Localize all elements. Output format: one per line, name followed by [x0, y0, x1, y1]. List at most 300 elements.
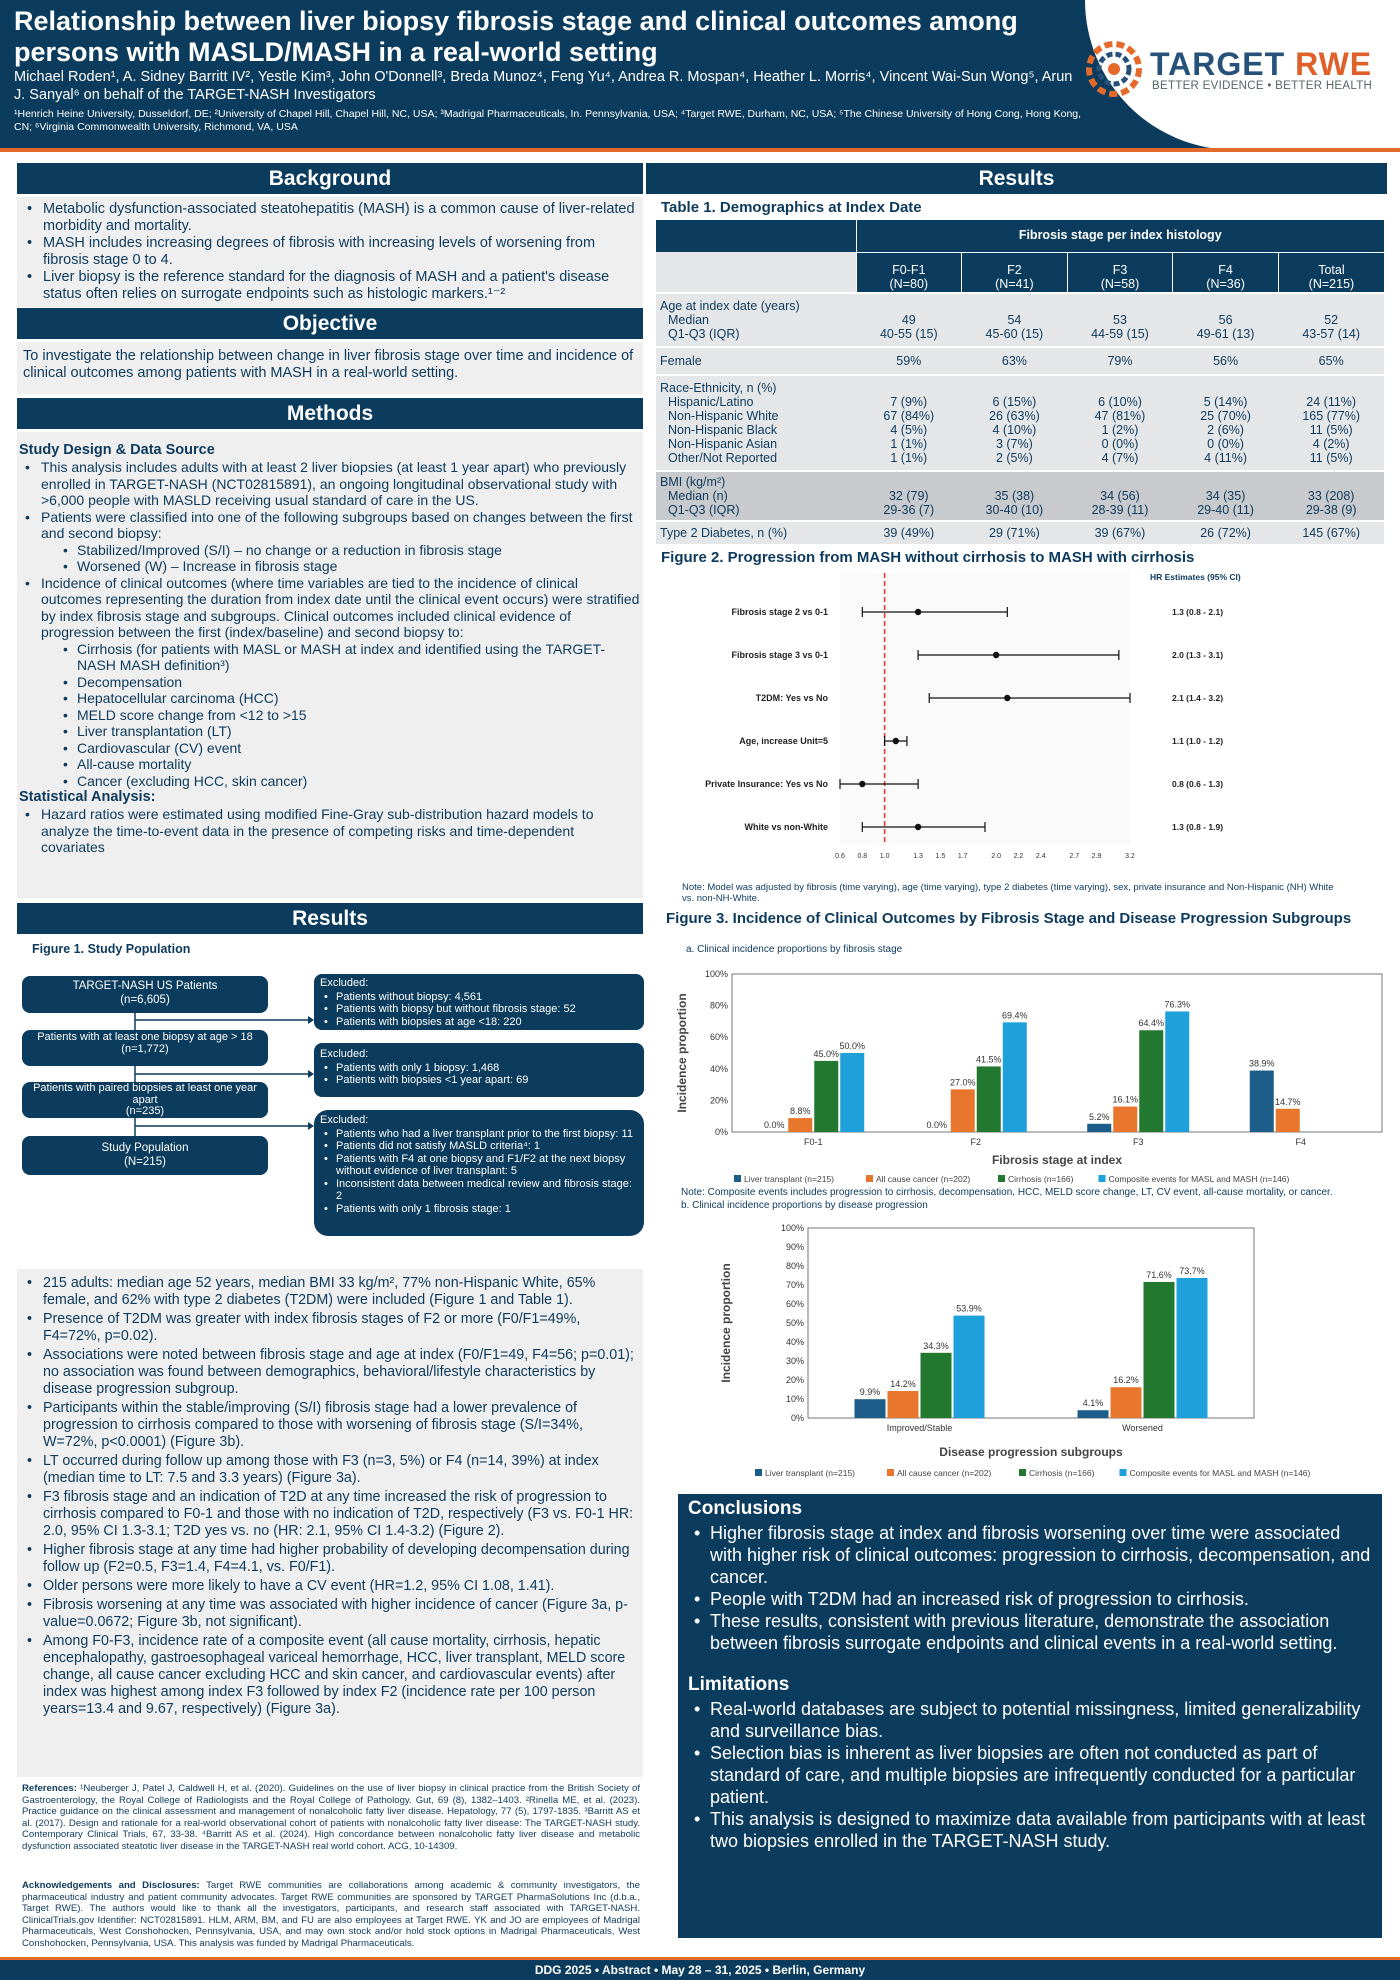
row-label: Female [656, 347, 856, 375]
cell-line: 6 (15%) [992, 394, 1037, 409]
x-tick-label: F0-1 [803, 1137, 823, 1147]
table-cell [1173, 375, 1279, 471]
flow-count: (N=215) [124, 1155, 166, 1168]
y-tick-label: 60% [709, 1032, 728, 1043]
bar [1078, 1410, 1109, 1418]
background-item: • MASH includes increasing degrees of fibrosis with increasing levels of worsening from fibrosis stage 0 to 4. [21, 235, 639, 269]
bar-value-label: 14.7% [1274, 1096, 1301, 1107]
excluded-item: • Patients did not satisfy MASLD criteria⁴: 1 [320, 1140, 638, 1153]
table-cell: 63% [962, 347, 1068, 375]
forest-row-label: Fibrosis stage 3 vs 0-1 [731, 650, 828, 660]
table-row-age [656, 293, 1384, 347]
table-cell [856, 375, 962, 471]
table-cell: 145 (67%) [1278, 521, 1384, 544]
cell-line: 1 (1%) [890, 436, 928, 451]
flow-box-biopsy-18 [22, 1030, 268, 1066]
table-corner [656, 220, 856, 252]
col-name: F4 [1218, 262, 1233, 277]
outcome-item: • Cirrhosis (for patients with MASL or MASH at index and identified using the TARGET-NASH MASH definition³) [19, 641, 641, 674]
bar [1111, 1387, 1142, 1418]
bar [855, 1399, 886, 1418]
cell-line: 35 (38) [994, 488, 1035, 503]
legend-swatch [1099, 1175, 1106, 1182]
legend-swatch [1120, 1469, 1127, 1476]
subgroup-item: • Stabilized/Improved (S/I) – no change or a reduction in fibrosis stage [19, 542, 641, 559]
excluded-label: Excluded: [320, 1048, 369, 1060]
y-tick-label: 50% [785, 1318, 804, 1328]
bar [1276, 1109, 1300, 1132]
outcome-item: • Cardiovascular (CV) event [19, 740, 641, 757]
x-tick-label: 2.0 [991, 853, 1002, 860]
excluded-item: • Patients with only 1 fibrosis stage: 1 [320, 1203, 638, 1216]
hr-estimate-label: 1.1 (1.0 - 1.2) [1172, 736, 1224, 746]
cell-line: 44-59 (15) [1091, 326, 1149, 341]
table-cell [1173, 471, 1279, 521]
x-tick-label: 1.5 [935, 853, 946, 860]
bar-value-label: 16.1% [1112, 1094, 1139, 1105]
bar-value-label: 16.2% [1113, 1375, 1139, 1386]
y-tick-label: 70% [785, 1280, 804, 1290]
x-tick-label: 0.6 [835, 853, 845, 860]
methods-list [19, 459, 641, 542]
excluded-box-2 [314, 1043, 644, 1097]
bar [788, 1118, 812, 1132]
bar-value-label: 9.9% [859, 1387, 881, 1398]
y-tick-label: 20% [785, 1375, 804, 1385]
x-tick-label: 2.7 [1069, 853, 1080, 860]
row-label-line: Non-Hispanic White [668, 408, 779, 423]
finding-item: • Presence of T2DM was greater with index fibrosis stages of F2 or more (F0/F1=49%, F4=72%, p=0.02). [21, 1311, 639, 1345]
forest-row-label: Private Insurance: Yes vs No [705, 779, 828, 789]
bar-value-label: 0.0% [763, 1120, 785, 1130]
finding-item: • 215 adults: median age 52 years, median BMI 33 kg/m², 77% non-Hispanic White, 65% female, and 62% with type 2 diabetes (T2DM) were included (Figure 1 and Table 1). [21, 1275, 639, 1309]
methods-item: • Patients were classified into one of the following subgroups based on changes between the first and second biopsy: [19, 509, 641, 542]
subgroup-item: • Worsened (W) – Increase in fibrosis stage [19, 558, 641, 575]
flow-count: (n=6,605) [120, 993, 170, 1006]
row-label-line: Hispanic/Latino [668, 394, 754, 409]
cell-line: 4 (11%) [1204, 450, 1247, 465]
study-design-heading: Study Design & Data Source [19, 442, 215, 458]
acknowledgements-label: Acknowledgements and Disclosures: [22, 1880, 200, 1891]
table-cell [1067, 375, 1173, 471]
forest-row-label: Age, increase Unit=5 [739, 736, 828, 746]
limitation-item: • This analysis is designed to maximize data available from participants with at least two biopsies enrolled in the TARGET-NASH study. [688, 1808, 1372, 1852]
table-row-race [656, 375, 1384, 471]
row-label [656, 375, 856, 471]
finding-item: • Associations were noted between fibrosis stage and age at index (F0/F1=49, F4=56; p=0.01); no association was found between demographics, behavioral/lifestyle characteristics by disease progression subgroup. [21, 1347, 639, 1398]
objective-text: To investigate the relationship between change in liver fibrosis stage over time and incidence of clinical outcomes among patients with MASH in a real-world setting. [23, 348, 634, 381]
bar-value-label: 71.6% [1146, 1269, 1172, 1280]
cell-line: 45-60 (15) [985, 326, 1044, 341]
figure-3-title: Figure 3. Incidence of Clinical Outcomes by Fibrosis Stage and Disease Progression Subgroups [666, 910, 1352, 927]
flow-box-study-population [22, 1136, 268, 1175]
excluded-item: • Patients with biopsy but without fibrosis stage: 52 [320, 1003, 638, 1016]
bar-value-label: 41.5% [975, 1054, 1002, 1065]
bar [888, 1391, 919, 1418]
legend-swatch [866, 1175, 873, 1182]
x-tick-label: F3 [1132, 1137, 1144, 1147]
cell-line: 53 [1113, 312, 1127, 327]
demographics-table [656, 220, 1384, 544]
author-list: Michael Roden¹, A. Sidney Barritt IV², Yestle Kim³, John O'Donnell³, Breda Munoz⁴, Feng Yu⁴, Andrea R. Mospan⁴, Heather L. Morris⁴, Vincent Wai-Sun Wong⁵, Arun J. Sanyal⁶ on behalf of the TARGET-NASH Investigators [14, 69, 1073, 103]
cell-line: 0 (0%) [1207, 436, 1244, 451]
y-tick-label: 100% [704, 969, 728, 979]
table-cell: 39 (67%) [1067, 521, 1173, 544]
cell-line: 26 (63%) [989, 408, 1040, 423]
cell-line: 5 (14%) [1203, 394, 1248, 409]
excluded-item: • Patients who had a liver transplant prior to the first biopsy: 11 [320, 1128, 638, 1141]
conclusion-item: • People with T2DM had an increased risk of progression to cirrhosis. [688, 1588, 1372, 1610]
bar-value-label: 34.3% [923, 1340, 949, 1351]
cell-line: 24 (11%) [1306, 394, 1357, 409]
bar [1003, 1022, 1027, 1132]
bar-value-label: 27.0% [949, 1077, 976, 1088]
table-row-female [656, 347, 1384, 375]
findings-box [17, 1269, 643, 1777]
references-text: ¹Neuberger J, Patel J, Caldwell H, et al. (2020). Guidelines on the use of liver biopsy in clinical practice from the British Society of Gastroenterology, the Royal College of Radiologists and the Royal College of Pathology. Gut, 69 (8), 1382–1403. ²Rinella ME, et al. (2023). Practice guidance on the clinical assessment and management of nonalcoholic fatty liver disease. Hepatology, 77 (5), 1797-1835. ³Barritt AS et al. (2017). Design and rationale for a real-world observational cohort of patients with nonalcoholic fatty liver disease: The TARGET-NASH study. Contemporary Clinical Trials, 67, 33-38. ⁴Barritt AS et al. (2024). High concordance between nonalcoholic fatty liver disease and metabolic dysfunction associated steatotic liver disease in the TARGET-NASH real world cohort. ACG, 10-14309. [22, 1783, 640, 1852]
table-cell [1067, 471, 1173, 521]
cell-line: 54 [1007, 312, 1022, 327]
cell-line: 30-40 (10) [985, 502, 1044, 517]
affiliation-list: ¹Henrich Heine University, Dusseldorf, DE; ²University of Chapel Hill, Chapel Hill, NC, USA; ³Madrigal Pharmaceuticals, In. Pennsylvania, USA; ⁴Target RWE, Durham, NC, USA; ⁵The Chinese University of Hong Cong, Hong Kong, CN; ⁶Virginia Commonwealth University, Richmond, VA, USA [14, 108, 1082, 133]
bar [840, 1053, 864, 1132]
footer: DDG 2025 • Abstract • May 28 – 31, 2025 • Berlin, Germany [0, 1960, 1400, 1980]
table-corner-2 [656, 252, 856, 293]
logo-accent-text: RWE [1295, 46, 1373, 82]
table-column-header-row [656, 252, 1384, 293]
bar-value-label: 8.8% [789, 1106, 811, 1117]
legend-label: Composite events for MASL and MASH (n=146) [1129, 1468, 1311, 1478]
excluded-list [320, 991, 638, 1029]
cell-line: 33 (208) [1307, 488, 1355, 503]
hr-point [915, 609, 921, 615]
cell-line: 49 [901, 312, 916, 327]
y-tick-label: 80% [709, 1000, 728, 1011]
x-tick-label: 1.7 [957, 853, 968, 860]
y-axis-label: Incidence proportion [675, 993, 689, 1113]
hr-point [893, 738, 899, 744]
cell-line: 2 (5%) [995, 450, 1033, 465]
finding-item: • Higher fibrosis stage at any time had higher probability of developing decompensation during follow up (F2=0.5, F3=1.4, F4=4.1, vs. F0/F1). [21, 1542, 639, 1576]
bar-value-label: 45.0% [813, 1048, 840, 1059]
y-tick-label: 60% [785, 1299, 804, 1309]
hr-point [1004, 695, 1010, 701]
finding-item: • F3 fibrosis stage and an indication of T2D at any time increased the risk of progression to cirrhosis compared to F0-1 and those with no indication of T2D, respectively (F3 vs. F0-1 HR: 2.0, 95% CI 1.3-3.1; T2D yes vs. no (HR: 2.1, 95% CI 1.4-3.2) (Figure 2). [21, 1489, 639, 1540]
logo-main-text: TARGET [1150, 46, 1296, 82]
legend-label: Cirrhosis (n=166) [1029, 1468, 1095, 1478]
forest-row-label: Fibrosis stage 2 vs 0-1 [731, 607, 828, 617]
flow-box-paired-biopsies [22, 1082, 268, 1118]
forest-plot [660, 568, 1360, 868]
col-header [962, 252, 1068, 293]
figure-1-title: Figure 1. Study Population [32, 942, 191, 956]
x-tick-label: F2 [970, 1137, 982, 1147]
cell-line: 25 (70%) [1200, 408, 1251, 423]
row-label [656, 471, 856, 521]
methods-item: • Incidence of clinical outcomes (where time variables are tied to the incidence of clinical outcomes representing the duration from index date until the clinical event occurs) were stratified by index fibrosis stage and subgroups. Clinical outcomes included clinical evidence of progression between the first (index/baseline) and second biopsy to: [19, 575, 641, 641]
methods-heading: Methods [17, 398, 643, 429]
finding-item: • LT occurred during follow up among those with F3 (n=3, 5%) or F4 (n=14, 39%) at index (median time to LT: 7.5 and 3.3 years) (Figure 3a). [21, 1453, 639, 1487]
col-header [856, 252, 962, 293]
col-name: Total [1318, 262, 1345, 277]
outcome-list [19, 641, 641, 790]
row-label-line: Non-Hispanic Asian [668, 436, 778, 451]
background-item: • Metabolic dysfunction-associated steatohepatitis (MASH) is a common cause of liver-related morbidity and mortality. [21, 201, 639, 235]
y-tick-label: 80% [785, 1261, 804, 1271]
bar-value-label: 69.4% [1001, 1010, 1028, 1021]
table-cell [962, 293, 1068, 347]
conclusions-heading: Conclusions [688, 1498, 803, 1519]
results-right-heading: Results [646, 163, 1387, 194]
table-cell: 79% [1067, 347, 1173, 375]
legend-label: Liver transplant (n=215) [744, 1174, 835, 1184]
target-rwe-logo-icon [1085, 40, 1143, 98]
logo-tagline: BETTER EVIDENCE • BETTER HEALTH [1152, 80, 1373, 92]
limitation-item: • Selection bias is inherent as liver biopsies are often not conducted as part of standard of care, and multiple biopsies are infrequently conducted for a particular patient. [688, 1742, 1372, 1808]
x-axis-label: Disease progression subgroups [939, 1445, 1123, 1459]
header-accent-line [0, 148, 1400, 152]
table-cell: 26 (72%) [1173, 521, 1279, 544]
outcome-item: • Liver transplantation (LT) [19, 723, 641, 740]
forest-row-label: T2DM: Yes vs No [755, 693, 828, 703]
legend-label: Composite events for MASL and MASH (n=146) [1108, 1174, 1290, 1184]
cell-line: 29-38 (9) [1305, 502, 1357, 517]
x-tick-label: Improved/Stable [886, 1423, 953, 1433]
cell-line: 3 (7%) [995, 436, 1033, 451]
bar [814, 1061, 838, 1132]
excluded-item: • Inconsistent data between medical review and fibrosis stage: 2 [320, 1178, 638, 1203]
cell-line: 29-36 (7) [883, 502, 935, 517]
results-left-heading: Results [17, 903, 643, 934]
cell-line: 0 (0%) [1101, 436, 1139, 451]
table-group-header-row [656, 220, 1384, 252]
table-cell: 65% [1278, 347, 1384, 375]
table-row-bmi [656, 471, 1384, 521]
bar [1165, 1011, 1189, 1132]
methods-item: • This analysis includes adults with at least 2 liver biopsies (at least 1 year apart) who previously enrolled in TARGET-NASH (NCT02815891), an ongoing longitudinal observational study with >6,000 people with MASLD receiving usual standard of care in the US. [19, 459, 641, 509]
legend-swatch [998, 1175, 1005, 1182]
row-label-line: Other/Not Reported [668, 450, 778, 465]
legend-swatch [887, 1469, 894, 1476]
table-row-t2d [656, 521, 1384, 544]
logo-wordmark [1150, 46, 1372, 83]
finding-item: • Fibrosis worsening at any time was associated with higher incidence of cancer (Figure 3a, p-value=0.0672; Figure 3b, not significant). [21, 1597, 639, 1631]
excluded-label: Excluded: [320, 1114, 369, 1126]
cell-line: 29-40 (11) [1197, 502, 1254, 517]
x-tick-label: 1.3 [913, 853, 923, 860]
plot-area [840, 573, 1130, 845]
table-cell [1278, 293, 1384, 347]
objective-heading: Objective [17, 308, 643, 339]
cell-line: 11 (5%) [1309, 450, 1353, 465]
excluded-list [320, 1062, 638, 1087]
outcome-item: • MELD score change from <12 to >15 [19, 707, 641, 724]
bar-value-label: 38.9% [1248, 1058, 1275, 1069]
row-label-line: BMI (kg/m²) [660, 474, 726, 489]
row-label-line: Age at index date (years) [660, 298, 800, 313]
finding-item: • Among F0-F3, incidence rate of a composite event (all cause mortality, cirrhosis, hepatic encephalopathy, gastroesophageal variceal hemorrhage, HCC, liver transplant, MELD score change, all cause cancer excluding HCC and skin cancer, and cardiovascular events) after index was highest among index F3 followed by index F2 (incidence rate per 100 person years=13.4 and 9.67, respectively) (Figure 3a). [21, 1633, 639, 1718]
flow-label: Patients with at least one biopsy at age > 18 [37, 1031, 253, 1043]
x-tick-label: 2.2 [1013, 853, 1024, 860]
conclusions-box [678, 1494, 1382, 1938]
figure-3a-subtitle: a. Clinical incidence proportions by fibrosis stage [686, 944, 903, 955]
legend-label: Liver transplant (n=215) [765, 1468, 856, 1478]
col-header [1067, 252, 1173, 293]
cell-line: 1 (2%) [1101, 422, 1139, 437]
cell-line: 28-39 (11) [1091, 502, 1149, 517]
cell-line: 1 (1%) [890, 450, 928, 465]
flow-label: TARGET-NASH US Patients [72, 980, 218, 992]
cell-line: 165 (77%) [1302, 408, 1361, 423]
hr-estimate-label: 2.0 (1.3 - 3.1) [1172, 650, 1224, 660]
x-tick-label: F4 [1295, 1137, 1307, 1147]
stat-list [19, 806, 641, 856]
figure-3-note: Note: Composite events includes progression to cirrhosis, decompensation, HCC, MELD score change, LT, CV event, all-cause mortality, or cancer. [681, 1187, 1333, 1198]
excluded-box-3 [314, 1110, 644, 1236]
outcome-item: • Decompensation [19, 674, 641, 691]
row-label-line: Q1-Q3 (IQR) [668, 502, 740, 517]
hr-estimate-label: 2.1 (1.4 - 3.2) [1172, 693, 1224, 703]
cell-line: 32 (79) [888, 488, 929, 503]
cell-line: 49-61 (13) [1196, 326, 1255, 341]
x-tick-label: 1.0 [879, 853, 890, 860]
table-cell [1067, 293, 1173, 347]
findings-list [21, 1275, 639, 1718]
acknowledgements-text: Target RWE communities are collaborations among academic & community investigators, the pharmaceutical industry and patient community advocates. Target RWE communities are sponsored by TARGET PharmaSolutions Inc (d.b.a., Target RWE). The authors would like to thank all the investigators, participants, and research staff associated with TARGET-NASH. ClinicalTrials.gov Identifier: NCT02815891. HLM, ARM, BM, and FU are also employees at Target RWE. YK and JO are employees of Madrigal Pharmaceuticals, West Conshohocken, Pennsylvania, USA, and may own stock and/or hold stock options in Madrigal Pharmaceuticals, West Conshohocken, Pennsylvania, USA. This analysis was funded by Madrigal Pharmaceuticals. [22, 1880, 640, 1949]
cell-line: 47 (81%) [1094, 408, 1146, 423]
x-axis-label: Fibrosis stage at index [991, 1153, 1123, 1167]
table-cell [1173, 293, 1279, 347]
table-cell [962, 375, 1068, 471]
legend-label: All cause cancer (n=202) [876, 1174, 971, 1184]
bar [1139, 1030, 1163, 1132]
cell-line: 34 (35) [1205, 488, 1246, 503]
excluded-item: • Patients with F4 at one biopsy and F1/F2 at the next biopsy without evidence of liver transplant: 5 [320, 1153, 638, 1178]
row-label-line: Median [668, 312, 709, 327]
cell-line: 67 (84%) [883, 408, 935, 423]
row-label [656, 293, 856, 347]
bar-chart-fibrosis-stage [670, 958, 1390, 1184]
conclusion-item: • Higher fibrosis stage at index and fibrosis worsening over time were associated with higher risk of clinical outcomes: progression to cirrhosis, decompensation, and cancer. [688, 1522, 1372, 1588]
bar-value-label: 0.0% [926, 1120, 948, 1130]
hr-estimate-label: 0.8 (0.6 - 1.3) [1172, 779, 1224, 789]
bar [954, 1316, 985, 1418]
bar-chart-progression [700, 1214, 1380, 1490]
cell-line: 34 (56) [1100, 488, 1140, 503]
flow-count: (n=235) [125, 1105, 165, 1117]
table-1-title: Table 1. Demographics at Index Date [661, 199, 922, 216]
x-tick-label: Worsened [1122, 1423, 1163, 1433]
cell-line: 43-57 (14) [1302, 326, 1361, 341]
bar [1144, 1282, 1175, 1418]
x-tick-label: 3.2 [1125, 853, 1135, 860]
excluded-list [320, 1128, 638, 1216]
excluded-item: • Patients with biopsies <1 year apart: 69 [320, 1074, 638, 1087]
legend-label: Cirrhosis (n=166) [1008, 1174, 1074, 1184]
cell-line: 4 (5%) [890, 422, 928, 437]
bar-value-label: 50.0% [839, 1041, 866, 1051]
bar-value-label: 5.2% [1088, 1111, 1110, 1122]
flow-label: Patients with paired biopsies at least one year apart [33, 1082, 257, 1106]
cell-line: 6 (10%) [1098, 394, 1142, 409]
bar-value-label: 53.9% [956, 1303, 982, 1314]
outcome-item: • Hepatocellular carcinoma (HCC) [19, 690, 641, 707]
table-group-header: Fibrosis stage per index histology [856, 220, 1384, 252]
figure-2-note: Note: Model was adjusted by fibrosis (time varying), age (time varying), type 2 diabetes (time varying), sex, private insurance and Non-Hispanic (NH) White vs. non-NH-White. [682, 882, 1334, 904]
cell-line: 11 (5%) [1309, 422, 1353, 437]
flow-label: Study Population [101, 1142, 189, 1154]
y-tick-label: 40% [709, 1063, 728, 1074]
col-n: (N=36) [1206, 276, 1245, 291]
cell-line: 40-55 (15) [879, 326, 938, 341]
statistical-analysis-heading: Statistical Analysis: [19, 789, 156, 805]
y-tick-label: 30% [785, 1356, 804, 1366]
x-tick-label: 2.4 [1035, 853, 1046, 860]
row-label-line: Median (n) [668, 488, 728, 503]
forest-row-label: White vs non-White [744, 822, 828, 832]
poster-title: Relationship between liver biopsy fibrosis stage and clinical outcomes among persons with MASLD/MASH in a real-world setting [14, 6, 1018, 67]
cell-line: 52 [1324, 312, 1339, 327]
y-tick-label: 0% [714, 1127, 728, 1137]
hr-point [993, 652, 999, 658]
bar-value-label: 14.2% [890, 1379, 916, 1390]
stat-item: • Hazard ratios were estimated using modified Fine-Gray sub-distribution hazard models to analyze the time-to-event data in the presence of competing risks and time-dependent covariates [19, 806, 641, 856]
col-name: F0-F1 [892, 262, 926, 277]
legend-swatch [755, 1469, 762, 1476]
outcome-item: • All-cause mortality [19, 756, 641, 773]
legend-swatch [734, 1175, 741, 1182]
conclusions-list [688, 1522, 1372, 1654]
table-cell [962, 471, 1068, 521]
table-cell [1278, 471, 1384, 521]
limitations-list [688, 1698, 1372, 1852]
excluded-item: • Patients with only 1 biopsy: 1,468 [320, 1062, 638, 1075]
hr-estimate-label: 1.3 (0.8 - 2.1) [1172, 607, 1224, 617]
bar [1087, 1124, 1111, 1132]
table-cell [856, 471, 962, 521]
excluded-item: • Patients with biopsies at age <18: 220 [320, 1016, 638, 1029]
limitations-heading: Limitations [688, 1674, 790, 1695]
background-box [17, 197, 643, 307]
cell-line: 4 (10%) [992, 422, 1037, 437]
finding-item: • Participants within the stable/improving (S/I) fibrosis stage had a lower prevalence of progression to cirrhosis compared to those with worsening of fibrosis stage (S/I=34%, W=72%, p<0.0001) (Figure 3b). [21, 1400, 639, 1451]
table-cell [1278, 375, 1384, 471]
bar-value-label: 76.3% [1164, 999, 1191, 1010]
excluded-box-1 [314, 974, 644, 1030]
conclusion-item: • These results, consistent with previous literature, demonstrate the association between fibrosis surrogate endpoints and clinical events in a real-world setting. [688, 1610, 1372, 1654]
hr-header: HR Estimates (95% CI) [1150, 572, 1241, 582]
table-cell: 39 (49%) [856, 521, 962, 544]
background-list [21, 201, 639, 303]
methods-box [17, 432, 643, 898]
col-n: (N=41) [995, 276, 1034, 291]
table-cell: 59% [856, 347, 962, 375]
x-tick-label: 2.9 [1091, 853, 1102, 860]
references-label: References: [22, 1783, 77, 1794]
row-label-line: Race-Ethnicity, n (%) [660, 380, 777, 395]
acknowledgements [22, 1880, 640, 1949]
bar-value-label: 64.4% [1138, 1018, 1165, 1029]
excluded-label: Excluded: [320, 977, 369, 989]
bar [977, 1066, 1001, 1132]
row-label-line: Q1-Q3 (IQR) [668, 326, 740, 341]
bar [921, 1353, 952, 1418]
table-cell: 56% [1173, 347, 1279, 375]
table-cell: 29 (71%) [962, 521, 1068, 544]
table-cell [856, 293, 962, 347]
figure-3b-subtitle: b. Clinical incidence proportions by disease progression [681, 1200, 928, 1211]
y-tick-label: 100% [780, 1223, 804, 1233]
